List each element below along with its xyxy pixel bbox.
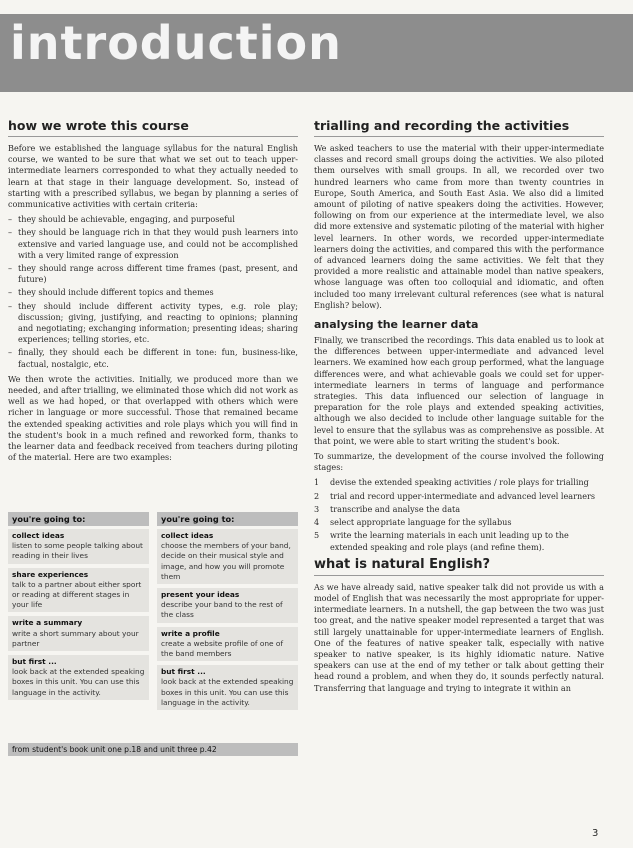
- section-heading-trialling: trialling and recording the activities: [314, 118, 604, 137]
- box-item-desc: write a short summary about your partner: [12, 628, 139, 648]
- section-heading-analysing: analysing the learner data: [314, 318, 479, 332]
- list-item: – they should range across different time frames (past, present, and future): [8, 263, 298, 285]
- box-source-caption: from student's book unit one p.18 and unit three p.42: [8, 743, 298, 756]
- example-box-unit-one: [8, 512, 149, 704]
- box-item-desc: create a website profile of one of the band members: [161, 638, 284, 659]
- list-item: – finally, they should each be different in tone: fun, business-like, factual, nostalgic, etc.: [8, 347, 298, 369]
- paragraph: We then wrote the activities. Initially, we produced more than we needed, and after trialling, we eliminated those which did not work as well as we had hoped, or that overlapped with others which were richer in language or more successful. Those that remained became the extended speaking activities and role plays which you will find in the student's book in a much refined and reworked form, thanks to the learner data and feedback received from teachers during piloting of the material. Here are two examples:: [8, 373, 298, 463]
- paragraph: To summarize, the development of the course involved the following stages:: [314, 451, 604, 473]
- list-item: [314, 477, 604, 488]
- box-item-title: write a profile: [161, 628, 220, 638]
- title-banner: [0, 14, 633, 92]
- left-column: [8, 118, 298, 467]
- paragraph: Before we established the language syllabus for the natural English course, we wanted to be sure that what we set out to teach upper-intermediate learners corresponded to what they actually needed to learn at that stage in their language development. So, instead of starting with a prescribed syllabus, we began by planning a series of communicative activities with certain criteria:: [8, 143, 298, 210]
- box-item-title: collect ideas: [161, 531, 214, 540]
- page-title: introduction: [10, 16, 342, 70]
- box-header: you're going to:: [157, 512, 298, 526]
- stage-text: trial and record upper-intermediate and advanced level learners: [330, 490, 596, 501]
- stage-number: 2: [314, 490, 320, 501]
- box-header: you're going to:: [8, 512, 149, 526]
- page-number: 3: [592, 828, 599, 839]
- box-item-desc: talk to a partner about either sport or reading at different stages in your life: [12, 579, 142, 610]
- box-item-title: present your ideas: [161, 590, 240, 600]
- section-heading-how-we-wrote: how we wrote this course: [8, 118, 298, 137]
- stage-number: 5: [314, 530, 320, 541]
- box-item-desc: look back at the extended speaking boxes in this unit. You can use this language in the activity.: [161, 677, 294, 707]
- stage-number: 1: [314, 477, 320, 488]
- criteria-list: [8, 214, 298, 370]
- list-item: [314, 517, 604, 528]
- list-item: – they should be achievable, engaging, and purposeful: [8, 214, 298, 225]
- list-item: – they should include different topics and themes: [8, 287, 298, 298]
- box-item: [157, 529, 298, 584]
- box-item-desc: look back at the extended speaking boxes in this unit. You can use this language in the activity.: [12, 667, 145, 697]
- list-item: [314, 530, 604, 552]
- box-item-title: but first ...: [12, 657, 57, 667]
- stage-text: write the learning materials in each unit leading up to the extended speaking and role plays (and refine them).: [330, 530, 569, 552]
- box-item: [8, 616, 149, 651]
- stages-list: [314, 477, 604, 552]
- box-item-title: write a summary: [12, 618, 83, 628]
- list-item: – they should be language rich in that they would push learners into extensive and varied language use, and could not be accomplished with a very limited range of expression: [8, 227, 298, 261]
- stage-text: transcribe and analyse the data: [330, 503, 461, 514]
- list-item: [314, 504, 604, 515]
- box-item: [8, 529, 149, 564]
- list-item: [314, 491, 604, 502]
- box-item: [8, 568, 149, 613]
- box-item-desc: describe your band to the rest of the class: [161, 600, 283, 620]
- paragraph: Finally, we transcribed the recordings. This data enabled us to look at the differences between upper-intermediate and advanced level learners. We examined how each group performed, what the language differences were, and what achievable goals we could set for upper-intermediate learners in terms of language and performance strategies. This data influenced our selection of language in preparation for the role plays and extended speaking activities, although we also decided to include other language suitable for the level to ensure that the syllabus was as comprehensive as possible. At that point, we were able to start writing the student's book.: [314, 335, 604, 446]
- box-item-title: but first ...: [161, 667, 206, 677]
- box-item: [157, 588, 298, 623]
- box-item-desc: choose the members of your band, decide on their musical style and image, and how you will promote them: [161, 541, 291, 581]
- box-item: [157, 665, 298, 710]
- stage-text: devise the extended speaking activities / role plays for trialling: [330, 477, 589, 488]
- box-item-title: collect ideas: [12, 531, 65, 540]
- right-column: [314, 118, 604, 698]
- box-item: [8, 655, 149, 700]
- box-item-title: share experiences: [12, 569, 89, 579]
- stage-number: 4: [314, 517, 320, 528]
- stage-number: 3: [314, 503, 320, 514]
- paragraph: As we have already said, native speaker talk did not provide us with a model of English that was necessarily the most appropriate for upper-intermediate learners. In a nutshell, the gap between the two was just too great, and the native speaker model represented a target that was still largely unattainable for upper-intermediate learners of English. One of the features of native speaker talk, especially with native speaker to native speaker, is its highly idiomatic nature. Native speakers can use at the end of my tether or talk about getting their head round a problem, and when they do, it sounds perfectly natural. Transferring that language and trying to integrate it within an: [314, 581, 604, 693]
- stage-text: select appropriate language for the syllabus: [330, 517, 512, 528]
- example-box-unit-three: [157, 512, 298, 714]
- box-item: [157, 627, 298, 662]
- box-item-desc: listen to some people talking about reading in their lives: [12, 541, 143, 561]
- paragraph: We asked teachers to use the material with their upper-intermediate classes and record small groups doing the activities. We also piloted them ourselves with small groups. In all, we recorded over two hundred learners who came from more than twenty countries in Europe, South America, and South East Asia. We also did a limited amount of piloting of native speakers doing the activities. However, following on from our experience at the intermediate level, we also did more extensive and systematic piloting of the material with higher level learners. In other words, we recorded upper-intermediate learners doing the activities, and compared this with the performance of advanced learners doing the same activities. We felt that they provided a more realistic and attainable model than native speakers, whose language was often too colloquial and idiomatic, and often included too many irrelevant cultural references (see what is natural English? below).: [314, 143, 604, 310]
- section-heading-natural-english: what is natural English?: [314, 557, 604, 576]
- list-item: – they should include different activity types, e.g. role play; discussion; giving, justifying, and reacting to opinions; planning and negotiating; exchanging information; presenting ideas; sharing experiences; telling stories, etc.: [8, 301, 298, 346]
